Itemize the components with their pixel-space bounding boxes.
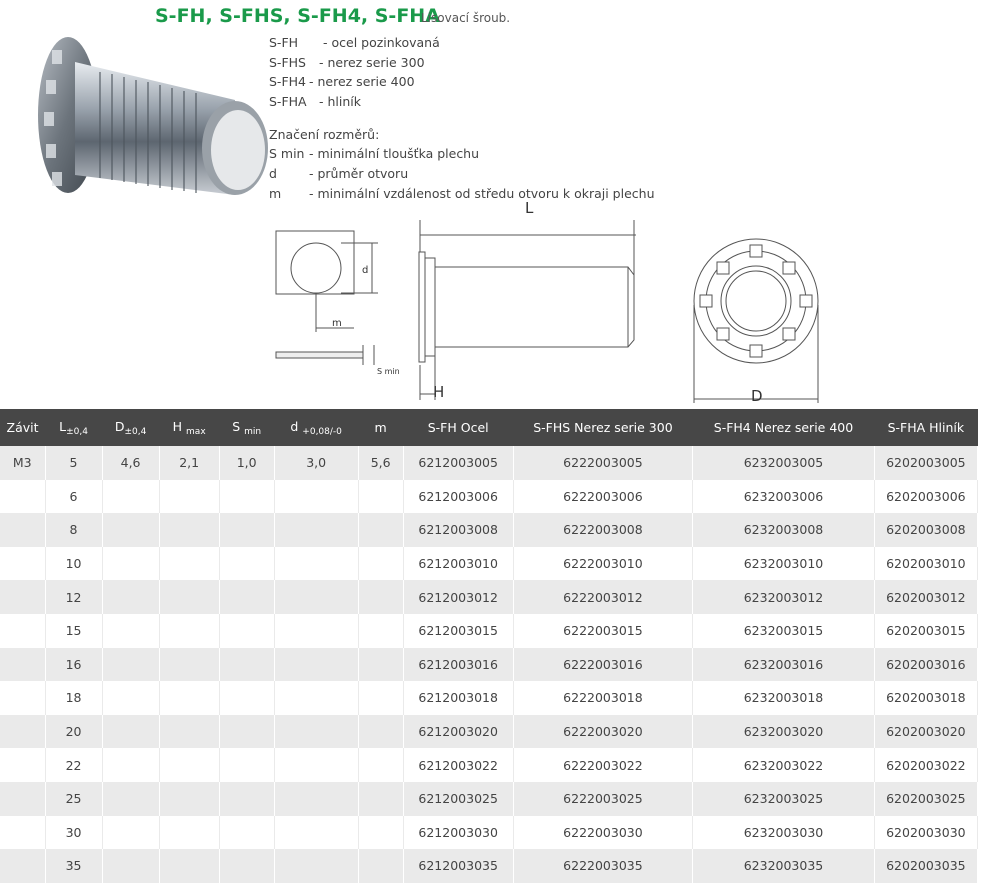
table-cell: 6212003022 [403, 748, 513, 782]
table-cell [274, 580, 358, 614]
table-cell: 6212003006 [403, 480, 513, 514]
table-cell [102, 681, 159, 715]
table-cell [0, 648, 45, 682]
col-header: Závit [0, 409, 45, 446]
table-cell [219, 547, 274, 581]
hole-outline [291, 243, 341, 293]
variant-item: S-FHS - nerez serie 300 [269, 55, 425, 70]
table-cell [358, 513, 403, 547]
table-row [0, 816, 978, 850]
table-cell: 3,0 [274, 446, 358, 480]
table-cell: 6222003016 [513, 648, 693, 682]
table-cell: 6202003005 [874, 446, 977, 480]
dimension-item: d - průměr otvoru [269, 166, 409, 181]
table-cell [159, 614, 219, 648]
table-cell: 25 [45, 782, 102, 816]
table-cell [274, 748, 358, 782]
table-cell [159, 715, 219, 749]
col-header: S-FH Ocel [403, 409, 513, 446]
dimension-item: m - minimální vzdálenost od středu otvoru k okraji plechu [269, 186, 655, 201]
table-row [0, 849, 978, 883]
variant-item: S-FHA - hliník [269, 94, 361, 109]
table-cell: 6202003018 [874, 681, 977, 715]
table-cell [0, 816, 45, 850]
table-cell [0, 580, 45, 614]
table-cell [358, 580, 403, 614]
table-cell: 6 [45, 480, 102, 514]
table-cell [159, 648, 219, 682]
table-cell [219, 849, 274, 883]
table-cell: 6212003005 [403, 446, 513, 480]
table-cell: 6202003016 [874, 648, 977, 682]
table-cell: 1,0 [219, 446, 274, 480]
table-cell: 6232003005 [693, 446, 875, 480]
table-cell [102, 748, 159, 782]
table-cell [219, 480, 274, 514]
table-cell [159, 782, 219, 816]
table-row [0, 580, 978, 614]
table-cell: 6222003018 [513, 681, 693, 715]
table-cell: 20 [45, 715, 102, 749]
col-header: S-FH4 Nerez serie 400 [693, 409, 875, 446]
col-header: S-FHA Hliník [874, 409, 977, 446]
table-cell: 6232003008 [693, 513, 875, 547]
col-header: $D_{\pm 0,4}$ [102, 409, 159, 446]
table-cell [358, 715, 403, 749]
table-cell [102, 614, 159, 648]
table-cell [274, 681, 358, 715]
table-cell: 6222003012 [513, 580, 693, 614]
table-cell [159, 849, 219, 883]
table-cell [219, 580, 274, 614]
table-cell: 5,6 [358, 446, 403, 480]
table-cell: 18 [45, 681, 102, 715]
table-cell: 6222003015 [513, 614, 693, 648]
label-D: D [751, 387, 763, 405]
table-cell [159, 580, 219, 614]
table-cell [159, 681, 219, 715]
table-cell [0, 748, 45, 782]
table-cell [274, 782, 358, 816]
table-cell: 6232003022 [693, 748, 875, 782]
table-cell [159, 513, 219, 547]
table-cell [219, 513, 274, 547]
press-stud-photo [30, 20, 270, 215]
table-cell [219, 715, 274, 749]
table-cell: 12 [45, 580, 102, 614]
table-cell [274, 648, 358, 682]
table-cell [0, 480, 45, 514]
table-cell [358, 748, 403, 782]
col-header: H $_{max}$ [159, 409, 219, 446]
table-cell [274, 849, 358, 883]
table-cell [102, 513, 159, 547]
table-cell: 6202003015 [874, 614, 977, 648]
label-smin: S min [377, 367, 400, 376]
table-cell: 6212003018 [403, 681, 513, 715]
table-cell: 16 [45, 648, 102, 682]
table-cell [0, 849, 45, 883]
table-cell: 10 [45, 547, 102, 581]
variant-item: S-FH4 - nerez serie 400 [269, 74, 415, 89]
variant-item: S-FH - ocel pozinkovaná [269, 35, 440, 50]
table-cell [274, 715, 358, 749]
table-row [0, 715, 978, 749]
table-cell [274, 547, 358, 581]
table-cell [102, 849, 159, 883]
table-cell [274, 614, 358, 648]
table-cell: 6222003008 [513, 513, 693, 547]
table-cell: 5 [45, 446, 102, 480]
table-cell: 6212003035 [403, 849, 513, 883]
table-cell [358, 816, 403, 850]
col-header: S-FHS Nerez serie 300 [513, 409, 693, 446]
table-cell [358, 782, 403, 816]
page-subtitle: Lisovací šroub. [421, 11, 511, 25]
table-cell: 6232003020 [693, 715, 875, 749]
table-cell [102, 715, 159, 749]
table-cell: 6232003030 [693, 816, 875, 850]
col-header: $L_{\pm 0,4}$ [45, 409, 102, 446]
table-cell [274, 480, 358, 514]
table-cell [219, 648, 274, 682]
table-cell: 6202003012 [874, 580, 977, 614]
table-cell: 15 [45, 614, 102, 648]
table-cell [358, 849, 403, 883]
table-cell: 6222003010 [513, 547, 693, 581]
table-cell: 35 [45, 849, 102, 883]
table-cell [358, 547, 403, 581]
table-cell: M3 [0, 446, 45, 480]
table-cell: 6222003022 [513, 748, 693, 782]
table-cell [219, 748, 274, 782]
table-cell: 6222003020 [513, 715, 693, 749]
table-cell [159, 480, 219, 514]
col-header: d $_{+0,08/-0}$ [274, 409, 358, 446]
table-cell: 6232003025 [693, 782, 875, 816]
table-cell: 6232003016 [693, 648, 875, 682]
table-header-row [0, 409, 978, 446]
table-cell [102, 580, 159, 614]
table-cell: 6212003012 [403, 580, 513, 614]
table-cell [0, 614, 45, 648]
table-cell: 6202003020 [874, 715, 977, 749]
table-cell [159, 748, 219, 782]
table-cell [0, 513, 45, 547]
table-cell: 22 [45, 748, 102, 782]
label-m: m [332, 318, 342, 329]
table-cell: 6212003025 [403, 782, 513, 816]
table-row [0, 748, 978, 782]
table-cell: 6232003018 [693, 681, 875, 715]
dimension-heading: Značení rozměrů: [269, 127, 380, 142]
table-row [0, 547, 978, 581]
table-row [0, 681, 978, 715]
table-cell [159, 547, 219, 581]
technical-drawing [0, 195, 994, 410]
table-cell: 6202003025 [874, 782, 977, 816]
table-cell [274, 513, 358, 547]
table-cell: 6212003008 [403, 513, 513, 547]
table-cell: 4,6 [102, 446, 159, 480]
table-cell [102, 480, 159, 514]
label-H: H [433, 383, 445, 401]
table-cell: 2,1 [159, 446, 219, 480]
label-d: d [362, 265, 369, 276]
table-cell: 6202003010 [874, 547, 977, 581]
table-cell: 6222003005 [513, 446, 693, 480]
table-cell: 6212003010 [403, 547, 513, 581]
product-table [0, 409, 978, 883]
table-row [0, 446, 978, 480]
table-cell [0, 715, 45, 749]
table-cell: 6232003035 [693, 849, 875, 883]
table-row [0, 480, 978, 514]
head-outline [694, 239, 818, 363]
sheet-outline [276, 231, 354, 294]
table-cell: 6222003030 [513, 816, 693, 850]
table-cell: 6202003006 [874, 480, 977, 514]
table-cell: 6202003008 [874, 513, 977, 547]
table-cell [219, 614, 274, 648]
table-row [0, 614, 978, 648]
table-cell: 30 [45, 816, 102, 850]
table-cell: 6222003006 [513, 480, 693, 514]
table-cell: 6222003035 [513, 849, 693, 883]
table-cell [219, 681, 274, 715]
table-cell: 6212003016 [403, 648, 513, 682]
table-cell: 6232003015 [693, 614, 875, 648]
table-cell: 6232003012 [693, 580, 875, 614]
table-cell: 6212003015 [403, 614, 513, 648]
table-cell [102, 782, 159, 816]
table-cell [219, 782, 274, 816]
table-cell [0, 681, 45, 715]
table-cell [358, 614, 403, 648]
table-cell [358, 648, 403, 682]
table-cell [0, 547, 45, 581]
table-row [0, 782, 978, 816]
table-cell: 6222003025 [513, 782, 693, 816]
table-cell: 6212003020 [403, 715, 513, 749]
col-header: S $_{min}$ [219, 409, 274, 446]
table-cell: 6232003006 [693, 480, 875, 514]
table-cell [159, 816, 219, 850]
table-cell: 6202003035 [874, 849, 977, 883]
table-cell [102, 547, 159, 581]
table-cell: 6232003010 [693, 547, 875, 581]
table-cell [358, 480, 403, 514]
col-header: m [358, 409, 403, 446]
table-cell: 6212003030 [403, 816, 513, 850]
page-title: S-FH, S-FHS, S-FH4, S-FHA [155, 5, 440, 27]
table-cell [102, 816, 159, 850]
table-cell: 8 [45, 513, 102, 547]
table-cell: 6202003022 [874, 748, 977, 782]
table-row [0, 513, 978, 547]
table-cell [102, 648, 159, 682]
table-cell: 6202003030 [874, 816, 977, 850]
table-cell [219, 816, 274, 850]
table-cell [358, 681, 403, 715]
table-cell [0, 782, 45, 816]
table-cell [274, 816, 358, 850]
dimension-item: S min - minimální tloušťka plechu [269, 146, 480, 161]
label-L: L [525, 199, 534, 217]
table-row [0, 648, 978, 682]
